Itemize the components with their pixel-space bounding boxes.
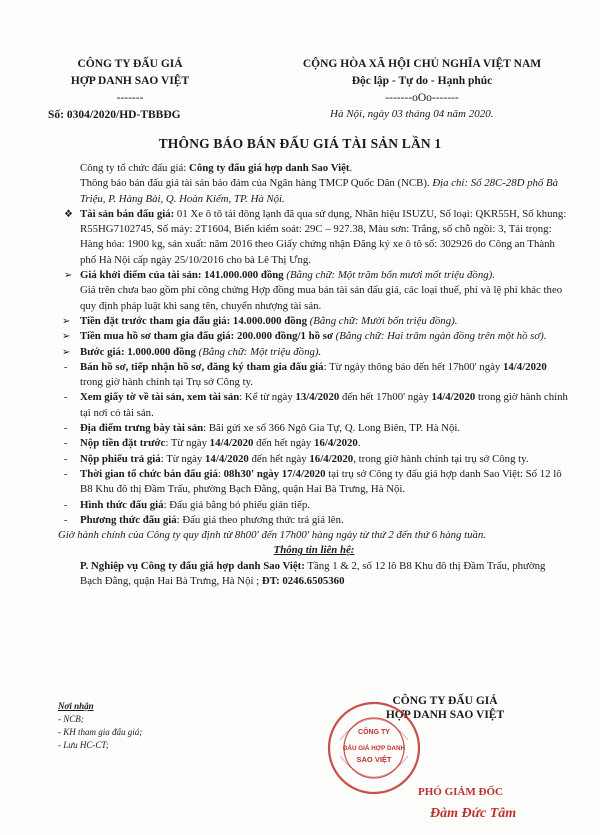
organizer-end: . [349,162,353,174]
dash-bullet: - [64,499,68,511]
starting-price-note: Giá trên chưa bao gồm phí công chứng Hợp đồng mua bán tài sản đấu giá, các loại thuế, phí và lệ phí khác theo quy định pháp luật khi sang tên, chuyển nhượng tài sản. [80,284,563,312]
bid-submission-date-end: 16/4/2020 [309,452,354,465]
national-title: CỘNG HÒA XÃ HỘI CHỦ NGHĨA VIỆT NAM [302,58,542,70]
auction-form-label: Hình thức đấu giá [80,498,164,511]
dash-bullet: - [64,392,68,404]
dossier-fee-label: Tiền mua hồ sơ tham gia đấu giá: 200.000 đồng/1 hồ sơ [80,330,333,343]
starting-price-label: Giá khởi điểm của tài sản: 141.000.000 đồng [80,269,284,282]
asset-label: Tài sản bán đấu giá: [80,207,175,220]
auction-method-text: : Đấu giá theo phương thức trả giá lên. [176,513,344,526]
viewing-text-b: đến hết 17h00' ngày [339,391,432,404]
registration-date: 14/4/2020 [503,360,547,373]
registration-text: : Từ ngày thông báo đến hết 17h00' ngày [323,360,503,373]
check-bullet-icon: ➢ [64,270,73,282]
viewing-place: trong giờ hành chính tại nơi có tài sản. [80,391,568,419]
viewing-date-end: 14/4/2020 [431,391,476,404]
dash-bullet: - [64,438,68,450]
auction-method-label: Phương thức đấu giá [80,513,177,526]
registration-label: Bán hồ sơ, tiếp nhận hồ sơ, đăng ký tham gia đấu giá [80,360,324,373]
viewing-label: Xem giấy tờ về tài sản, xem tài sản [80,391,240,404]
auction-form-text: : Đấu giá bằng bỏ phiếu gián tiếp. [163,498,310,511]
contact-address: Tầng 1 & 2, số 12 lô B8 Khu đô thị Đầm Trấu, phường Bạch Đằng, quận Hai Bà Trưng, Hà Nội ; [80,559,546,588]
registration-place: trong giờ hành chính tại Trụ sở Công ty. [80,376,253,389]
arrow-bullet-icon: ➢ [62,346,71,358]
auction-time-value: 08h30' ngày 17/4/2020 [223,467,326,480]
recipient-item: - NCB; [58,714,84,724]
organizer-label: Công ty tổ chức đấu giá: [80,162,190,174]
bank-address: Địa chỉ: Số 28C-28D phố Bà Triệu, P. Hàng Bài, Q. Hoàn Kiếm, TP. Hà Nội. [80,177,558,205]
contact-title: Thông tin liên hệ: [273,544,355,557]
deposit-payment-date-start: 14/4/2020 [209,437,254,450]
signature-company-line2: HỢP DANH SAO VIỆT [385,709,505,721]
recipients-title: Nơi nhận [58,701,94,711]
starting-price-item [58,268,570,283]
deposit-payment-date-end: 16/4/2020 [314,437,358,450]
document-date: Hà Nội, ngày 03 tháng 04 năm 2020. [330,108,494,120]
viewing-text-a: : Kể từ ngày [239,391,296,404]
deposit-words: (Bằng chữ: Mười bốn triệu đồng). [307,314,458,327]
company-name-line2: HỢP DANH SAO VIỆT [70,75,190,87]
dash-bullet: - [64,423,68,435]
company-header [40,56,220,107]
dash-bullet: - [64,361,68,373]
dossier-fee-item [58,329,570,344]
organizer-name: Công ty đấu giá hợp danh Sao Việt [189,162,350,174]
dash-bullet: - [64,453,68,465]
bid-submission-text-a: : Từ ngày [160,452,206,465]
arrow-bullet-icon: ➢ [62,315,71,327]
auction-method-item [58,513,570,528]
bid-step-words: (Bằng chữ: Một triệu đồng). [195,345,322,358]
recipient-item: - Lưu HC-CT; [58,740,109,750]
auction-form-item [58,498,570,513]
deposit-payment-label: Nộp tiền đặt trước [80,437,166,450]
display-location-text: : Bãi gửi xe số 366 Ngô Gia Tự, Q. Long Biên, TP. Hà Nội. [203,422,461,435]
starting-price-words: (Bằng chữ: Một trăm bốn mươi mốt triệu đồng). [283,269,495,282]
deposit-payment-text-a: : Từ ngày [165,437,210,450]
deposit-payment-item [58,436,570,451]
deposit-label: Tiền đặt trước tham gia đấu giá: 14.000.000 đồng [80,314,308,327]
signature-company-line1: CÔNG TY ĐẤU GIÁ [392,695,498,707]
bid-submission-text-b: đến hết ngày [248,452,310,465]
notice-text: Thông báo bán đấu giá tài sản bảo đảm của Ngân hàng TMCP Quốc Dân (NCB). [80,177,433,190]
company-seal-icon [326,700,422,796]
bid-submission-place: , trong giờ hành chính tại trụ sở Công ty. [353,452,529,465]
asset-item [58,207,570,268]
company-name-line1: CÔNG TY ĐẤU GIÁ [77,58,183,70]
contact-department: P. Nghiệp vụ Công ty đấu giá hợp danh Sao Việt: [80,559,305,572]
deposit-payment-end: . [357,437,361,450]
auction-time-item [58,467,570,498]
auction-place: tại trụ sở Công ty đấu giá hợp danh Sao Việt: Số 12 lô B8 Khu đô thị Đầm Trấu, phường Bạch Đằng, quận Hai Bà Trưng, Hà Nội. [80,467,562,496]
dash-bullet: - [64,514,68,526]
bid-submission-item [58,452,570,467]
display-location-label: Địa điểm trưng bày tài sản [80,422,204,435]
contact-line [58,559,570,590]
document-title: THÔNG BÁO BÁN ĐẤU GIÁ TÀI SẢN LẦN 1 [158,136,442,151]
deposit-payment-text-b: đến hết ngày [253,437,315,450]
auction-time-label: Thời gian tổ chức bán đấu giá [80,467,218,480]
bid-submission-date-start: 14/4/2020 [205,452,249,465]
national-header [262,56,582,107]
viewing-date-start: 13/4/2020 [295,391,340,404]
seal-top-text: CÔNG TY [358,729,390,736]
seal-center-text-2: SAO VIỆT [356,755,392,764]
notice-line [58,176,570,207]
bid-step-item [58,345,570,360]
registration-item [58,360,570,391]
display-location-item [58,421,570,436]
signer-role: PHÓ GIÁM ĐỐC [418,786,503,798]
arrow-bullet-icon: ➢ [62,331,71,343]
auction-time-colon: : [217,467,224,480]
signer-name: Đàm Đức Tâm [430,806,517,821]
asset-text: 01 Xe ô tô tải đông lạnh đã qua sử dụng, Nhãn hiệu ISUZU, Số loại: QKR55H, Số khung: R55HG7102745, Số máy: 2T1604, Biển kiểm soát: 29C – 927.38, Màu sơn: Trắng, số chỗ ngồi: 3, Tải trọng: Hàng hóa: 1900 kg, sản xuất: năm 2016 theo Giấy chứng nhận Đăng ký xe ô tô số: 302926 do Công an Thành phố Hà Nội cấp ngày 25/10/2016 cho bà Lê Thị Ưng. [80,207,567,266]
deposit-item [58,314,570,329]
recipient-item: - KH tham gia đấu giá; [58,727,143,737]
office-hours: Giờ hành chính của Công ty quy định từ 8h00' đến 17h00' hàng ngày từ thứ 2 đến thứ 6 hàng tuần. [58,529,486,542]
national-divider: -------oOo------- [385,92,459,104]
document-number: Số: 0304/2020/HD-TBBĐG [48,109,181,121]
bid-step-label: Bước giá: 1.000.000 đồng [80,345,196,358]
diamond-bullet-icon: ❖ [64,208,73,220]
contact-phone: ĐT: 0246.6505360 [261,575,345,588]
company-divider: ------- [116,92,144,104]
dossier-fee-words: (Bằng chữ: Hai trăm ngàn đồng trên một hồ sơ). [332,330,547,343]
viewing-item [58,390,570,421]
seal-center-text-1: ĐẤU GIÁ HỢP DANH [342,745,406,752]
national-motto: Độc lập - Tự do - Hạnh phúc [351,75,493,87]
recipients-block [58,700,208,752]
dash-bullet: - [64,468,68,480]
document-body [58,161,570,589]
contact-title-line [58,543,570,558]
organizer-line [58,161,570,176]
bid-submission-label: Nộp phiếu trả giá [80,452,161,465]
